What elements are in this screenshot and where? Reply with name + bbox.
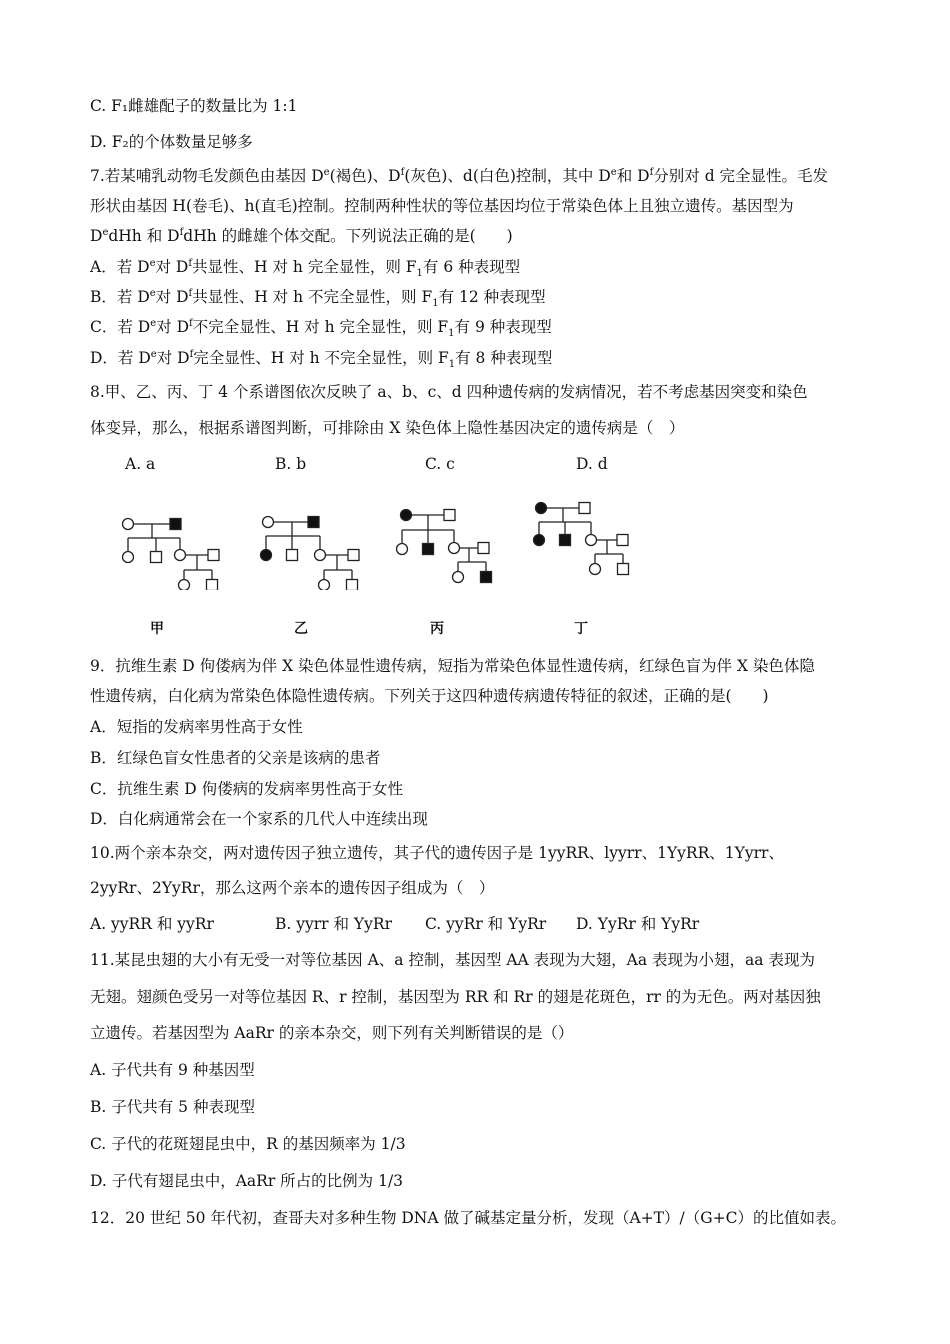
q11-stem-line2: 无翅。翅颜色受另一对等位基因 R、r 控制，基因型为 RR 和 Rr 的翅是花斑色，rr 的为无色。两对基因独 bbox=[90, 988, 821, 1006]
q8-option-a: A. a bbox=[125, 455, 156, 473]
q11-option-c: C. 子代的花斑翅昆虫中，R 的基因频率为 1/3 bbox=[90, 1135, 406, 1153]
q10-stem-line2: 2yyRr、2YyRr，那么这两个亲本的遗传因子组成为（ ） bbox=[90, 879, 495, 897]
q7-option-d: D．若 De对 $D^f$完全显性、H 对 h 不完全显性，则 $F_1$有 8 种表现型 bbox=[90, 348, 553, 371]
q6-option-c: C. F₁雌雄配子的数量比为 1:1 bbox=[90, 97, 298, 115]
q12-stem-line1: 12．20 世纪 50 年代初，查哥夫对多种生物 DNA 做了碱基定量分析，发现（A+T）/（G+C）的比值如表。 bbox=[90, 1209, 846, 1227]
q8-stem-line1: 8.甲、乙、丙、丁 4 个系谱图依次反映了 a、b、c、d 四种遗传病的发病情况，若不考虑基因突变和染色 bbox=[90, 383, 808, 401]
q7-option-a: A．若 De对 $D^f$共显性、H 对 h 完全显性，则 $F_1$有 6 种表现型 bbox=[90, 257, 521, 280]
q8-option-d: D. d bbox=[576, 455, 608, 473]
q9-stem-line2: 性遗传病，白化病为常染色体隐性遗传病。下列关于这四种遗传病遗传特征的叙述，正确的是( ) bbox=[90, 687, 769, 705]
pedigree-jia bbox=[123, 519, 220, 591]
q10-option-a: A. yyRR 和 yyRr bbox=[90, 915, 214, 933]
q8-option-b: B. b bbox=[275, 455, 307, 473]
q11-option-b: B. 子代共有 5 种表现型 bbox=[90, 1098, 255, 1116]
q10-stem-line1: 10.两个亲本杂交，两对遗传因子独立遗传，其子代的遗传因子是 1yyRR、lyyrr、1YyRR、1Yyrr、 bbox=[90, 844, 784, 862]
q10-option-b: B. yyrr 和 YyRr bbox=[275, 915, 392, 933]
q8-stem-line2: 体变异，那么，根据系谱图判断，可排除由 X 染色体上隐性基因决定的遗传病是（ ） bbox=[90, 419, 685, 437]
q9-option-a: A．短指的发病率男性高于女性 bbox=[90, 718, 303, 736]
pedigree-label-jia: 甲 bbox=[150, 621, 164, 637]
q9-option-c: C．抗维生素 D 佝偻病的发病率男性高于女性 bbox=[90, 780, 404, 798]
q6-option-d: D. F₂的个体数量足够多 bbox=[90, 133, 253, 151]
q9-option-b: B．红绿色盲女性患者的父亲是该病的患者 bbox=[90, 749, 381, 767]
q9-option-d: D．白化病通常会在一个家系的几代人中连续出现 bbox=[90, 810, 428, 828]
q8-option-c: C. c bbox=[425, 455, 455, 473]
q7-stem-line1: 7.若某哺乳动物毛发颜色由基因 De(褐色)、$D^f$(灰色)、d(白色)控制，其中 De和 $D^f$分别对 d 完全显性。毛发 bbox=[90, 166, 829, 185]
pedigree-label-bing: 丙 bbox=[430, 621, 444, 637]
q11-option-d: D. 子代有翅昆虫中，AaRr 所占的比例为 1/3 bbox=[90, 1172, 404, 1190]
q10-option-d: D. YyRr 和 YyRr bbox=[576, 915, 700, 933]
pedigree-charts bbox=[118, 500, 638, 590]
pedigree-yi bbox=[261, 517, 360, 591]
q7-option-b: B．若 De对 $D^f$共显性、H 对 h 不完全显性，则 $F_1$有 12 种表现型 bbox=[90, 287, 546, 310]
q7-option-c: C．若 De对 $D^f$不完全显性、H 对 h 完全显性，则 $F_1$有 9 种表现型 bbox=[90, 317, 552, 340]
q9-stem-line1: 9．抗维生素 D 佝偻病为伴 X 染色体显性遗传病，短指为常染色体显性遗传病，红绿色盲为伴 X 染色体隐 bbox=[90, 657, 815, 675]
q11-option-a: A. 子代共有 9 种基因型 bbox=[90, 1061, 255, 1079]
pedigree-label-yi: 乙 bbox=[294, 621, 308, 637]
q7-stem-line3: DedHh 和 $D^fdHh$ 的雌雄个体交配。下列说法正确的是( ) bbox=[90, 226, 513, 245]
q11-stem-line3: 立遗传。若基因型为 AaRr 的亲本杂交，则下列有关判断错误的是（） bbox=[90, 1024, 574, 1042]
q11-stem-line1: 11.某昆虫翅的大小有无受一对等位基因 A、a 控制，基因型 AA 表现为大翅，Aa 表现为小翅，aa 表现为 bbox=[90, 951, 815, 969]
q7-stem-line2: 形状由基因 H(卷毛)、h(直毛)控制。控制两种性状的等位基因均位于常染色体上且独立遗传。基因型为 bbox=[90, 197, 794, 215]
pedigree-ding bbox=[534, 503, 629, 575]
pedigree-bing bbox=[397, 510, 492, 583]
q10-option-c: C. yyRr 和 YyRr bbox=[425, 915, 547, 933]
pedigree-label-ding: 丁 bbox=[574, 621, 588, 637]
